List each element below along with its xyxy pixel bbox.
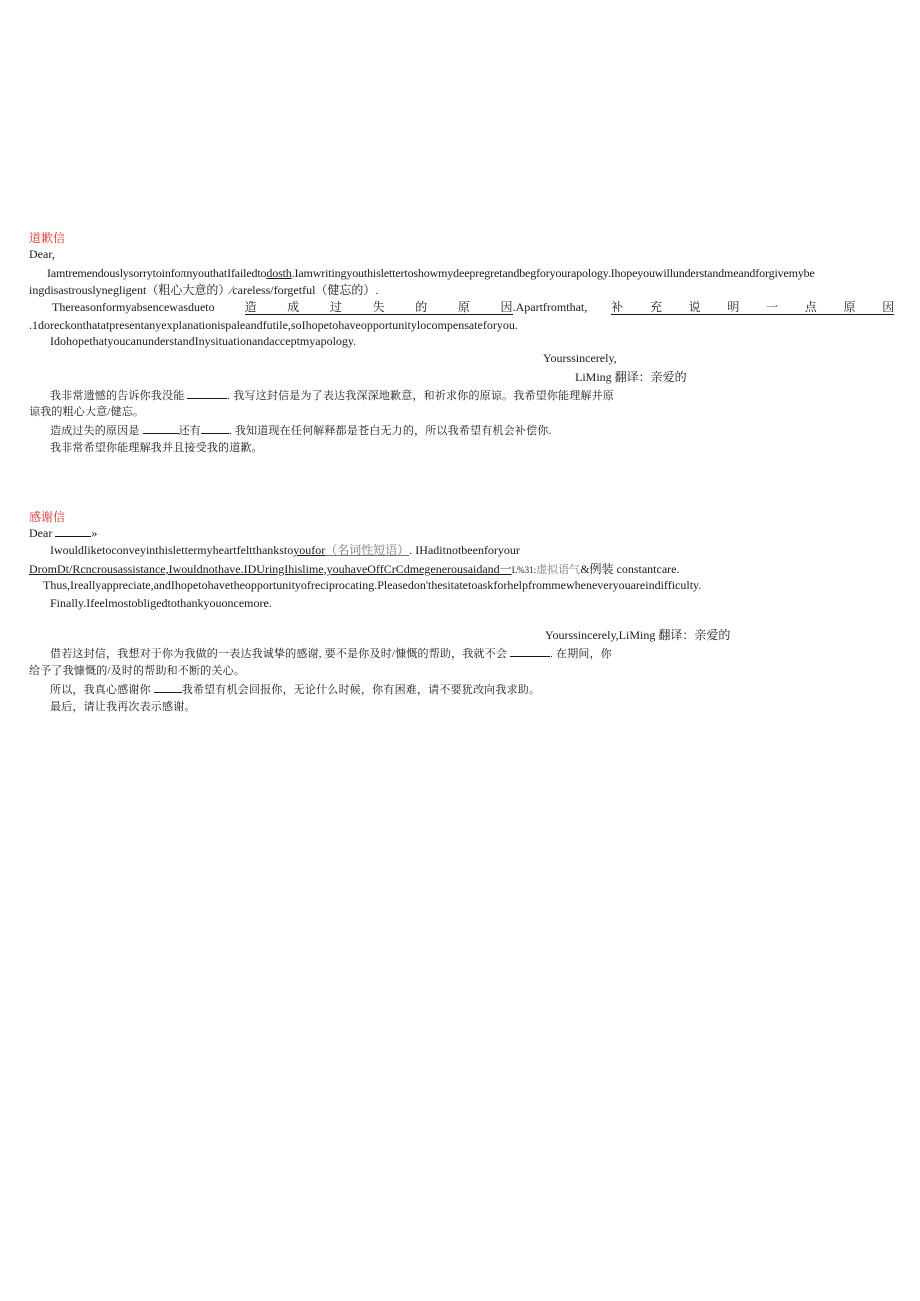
supplement-char: 补 [611, 300, 624, 314]
thanks-salutation-a: Dear [29, 526, 53, 540]
apology-tr1-blank [187, 388, 227, 399]
reason-char: 的 [415, 300, 428, 314]
apology-p1-blank-phrase: dosth [266, 266, 292, 280]
thanks-salutation-b: » [91, 526, 98, 540]
apology-tr1-b: . 我写这封信是为了表达我深深地歉意，和祈求你的原谅。我希望你能理解并原 [227, 390, 615, 402]
apology-p1-part-a: Iamtremendouslysorrytoinfo [47, 266, 181, 280]
reason-char: 过 [329, 300, 342, 314]
apology-closing: Yourssincerely, [543, 351, 617, 365]
apology-translation-2 [50, 423, 551, 438]
supplement-char: 充 [649, 300, 662, 314]
apology-tr2-blank-1 [143, 423, 179, 434]
thanks-p1-note: （名词性短语） [325, 543, 410, 557]
apology-signature: LiMing 翻译：亲爱的 [575, 370, 687, 384]
apology-letter-title: 道歉信 [29, 231, 66, 245]
apology-tr1-a: 我非常遗憾的告诉你我没能 [50, 390, 185, 402]
thanks-translation-1-line-2: 给予了我慷慨的/及时的帮助和不断的关心。 [29, 665, 246, 677]
apology-paragraph-2 [52, 300, 920, 315]
reason-char: 原 [457, 300, 470, 314]
thanks-p1-a: Iwouldliketoconveyinthislettermyheartfeltthanksto [50, 543, 294, 557]
apology-tr2-a: 造成过失的原因是 [50, 425, 140, 437]
thanks-tr2-blank [154, 682, 182, 693]
apology-tr2-b: 还有 [178, 425, 201, 437]
apology-p2-reason-blank [245, 300, 513, 315]
reason-char: 因 [500, 300, 513, 314]
apology-translation-1-line-2: 谅我的粗心大意/健忘。 [29, 406, 145, 418]
apology-paragraph-1-line-2: ingdisastrouslynegligent（粗心大意的）∕careless/forgetful（健忘的）. [29, 283, 379, 297]
apology-paragraph-1 [47, 266, 815, 280]
supplement-char: 因 [882, 300, 895, 314]
apology-paragraph-3: IdohopethatyoucanunderstandInysituationandacceptmyapology. [50, 334, 357, 348]
reason-char: 成 [287, 300, 300, 314]
supplement-char: 明 [727, 300, 740, 314]
reason-char: 造 [244, 300, 257, 314]
thanks-paragraph-2 [29, 562, 680, 577]
thanks-paragraph-1 [50, 543, 520, 557]
apology-p2-lead: Thereasonformyabsencewasdueto [52, 300, 215, 314]
apology-p2-mid: .Apartfromthat, [512, 300, 588, 314]
apology-tr2-c: . 我知道现在任何解释都是苍白无力的，所以我希望有机会补偿你. [228, 425, 552, 437]
thanks-translation-1 [50, 646, 612, 661]
apology-paragraph-2-line-2: .1doreckonthatatpresentanyexplanationispaleandfutile,soIhopetohaveopportunitylocompensateforyou. [29, 318, 518, 332]
thanks-tr2-a: 所以，我真心感谢你 [50, 684, 151, 696]
thanks-p2-b: IDUringIhislime,youhaveOffCrCdmegenerousaidand一 [243, 562, 512, 576]
reason-char: 失 [372, 300, 385, 314]
thanks-translation-2 [50, 682, 540, 697]
thanks-salutation-blank [55, 526, 91, 537]
thanks-tr1-b: . 在期间，你 [550, 648, 613, 660]
thanks-tr1-a: 借若这封信，我想对于你为我做的一表达我诚挚的感谢, 要不是你及时/慷慨的帮助，我就不会 [50, 648, 508, 660]
thanks-paragraph-3: Thus,Ireallyappreciate,andIhopetohavetheopportunityofreciprocating.Pleasedon'thesitatetoaskforhelpfrommewheneveryouareindifficulty. [43, 578, 702, 592]
thanks-paragraph-4: Finally.Ifeelmostobligedtothankyouoncemore. [50, 596, 272, 610]
thanks-translation-3: 最后，请让我再次表示感谢。 [50, 701, 196, 713]
supplement-char: 原 [843, 300, 856, 314]
thanks-p2-c: L%31: [511, 565, 537, 575]
thanks-p2-d: 虚拟语气 [536, 564, 581, 576]
thanks-p2-e: &例装 constantcare. [580, 562, 680, 576]
supplement-char: 点 [804, 300, 817, 314]
apology-p2-supplement-blank [611, 300, 894, 315]
apology-salutation: Dear, [29, 247, 55, 261]
apology-tr2-blank-2 [201, 423, 229, 434]
thanks-p1-d: . IHaditnotbeenforyour [409, 543, 520, 557]
thanks-closing: Yourssincerely,LiMing 翻译：亲爱的 [545, 628, 731, 642]
thanks-p1-b: youfor [293, 543, 326, 557]
thanks-salutation [29, 526, 97, 540]
supplement-char: 一 [766, 300, 779, 314]
thanks-tr2-b: 我希望有机会回报你，无论什么时候，你有困难，请不要犹改向我求助。 [181, 684, 541, 696]
apology-p1-part-b: πnyouthatIfailedto [180, 266, 267, 280]
apology-p1-part-d: .Iamwritingyouthislettertoshowmydeepregretandbegforyourapology.Ihopeyouwillunderstandmeandforgivemybe [291, 266, 815, 280]
supplement-char: 说 [688, 300, 701, 314]
apology-translation-3: 我非常希望你能理解我并且接受我的道歉。 [50, 442, 263, 454]
thanks-letter-title: 感谢信 [29, 510, 66, 524]
apology-translation-1 [50, 388, 614, 403]
thanks-p2-a: DromDt/Rcncrousassistance,Iwouldnothave. [29, 562, 244, 576]
thanks-tr1-blank [510, 646, 550, 657]
